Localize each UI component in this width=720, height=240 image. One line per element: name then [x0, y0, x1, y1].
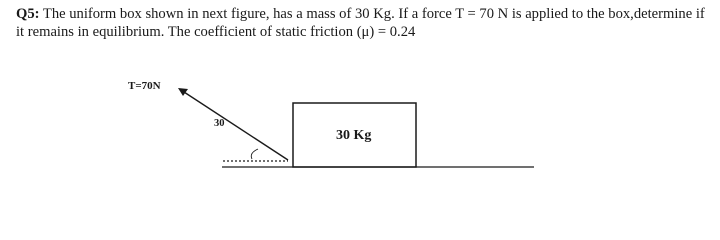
angle-arc	[251, 149, 258, 159]
force-arrow-head	[178, 88, 188, 96]
angle-label: 30	[214, 118, 225, 129]
force-label: T=70N	[128, 80, 161, 92]
box-label: 30 Kg	[336, 128, 372, 143]
force-line	[184, 92, 288, 160]
question-number: Q5:	[16, 6, 40, 22]
question-body: The uniform box shown in next figure, has a mass of 30 Kg. If a force T = 70 N is applied to the box,determine if it remains in equilibrium. The coefficient of static friction (μ) = 0.24	[16, 6, 705, 40]
